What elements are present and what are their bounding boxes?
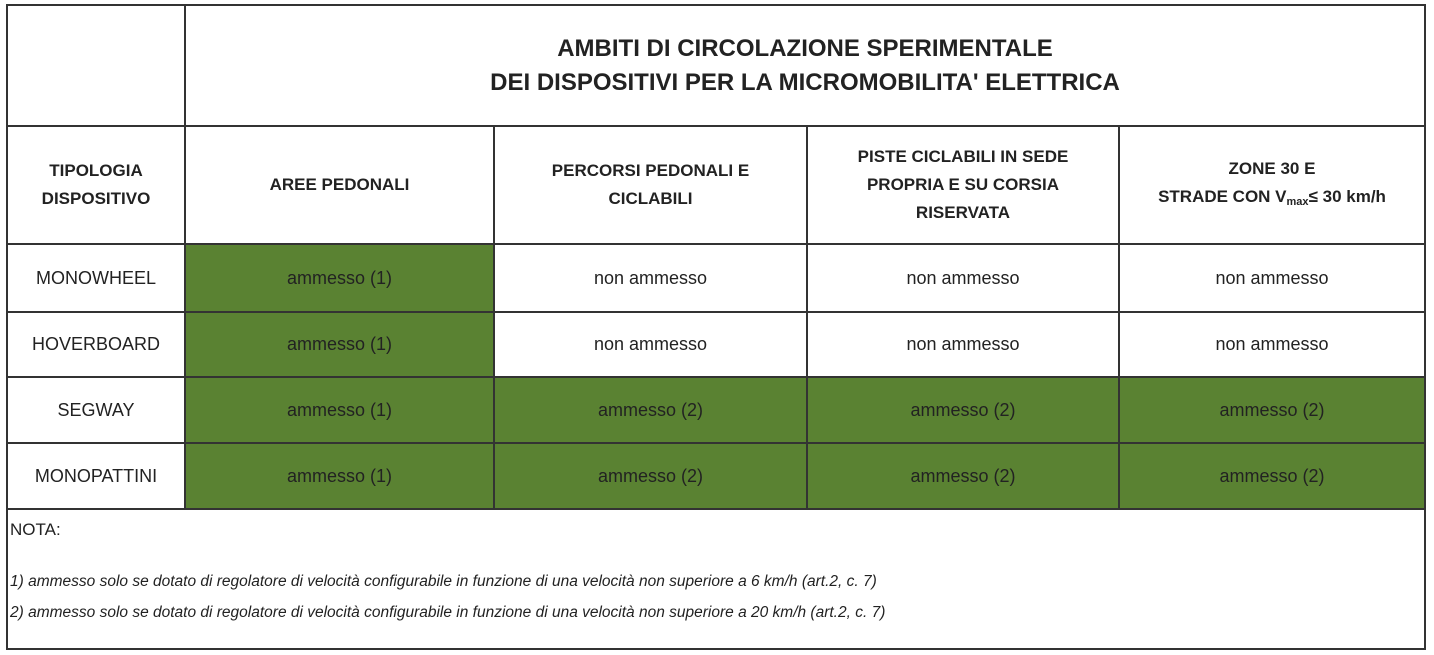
row-label-monowheel: MONOWHEEL (35, 267, 156, 288)
table-cell: ammesso (2) (1219, 399, 1325, 420)
table-cell: ammesso (1) (286, 399, 393, 420)
table-cell: non ammesso (906, 267, 1020, 288)
table-cell: ammesso (2) (1219, 465, 1325, 486)
table-cell: non ammesso (1215, 267, 1329, 288)
table-cell: ammesso (1) (286, 334, 393, 354)
row-label-hoverboard: HOVERBOARD (31, 334, 161, 354)
header-line: PISTE CICLABILI IN SEDE (857, 147, 1069, 166)
header-text: STRADE CON V (1158, 186, 1287, 206)
header-pedestrian-areas (186, 127, 493, 243)
table-cell: non ammesso (906, 334, 1020, 354)
table-title (186, 6, 1424, 125)
note-1: 1) ammesso solo se dotato di regolatore di velocità configurabile in funzione di una velocità non superiore a 6 km/h (art.2, c. 7) (10, 573, 877, 590)
header-line: DISPOSITIVO (41, 189, 151, 208)
title-line-1: AMBITI DI CIRCOLAZIONE SPERIMENTALE (557, 34, 1053, 62)
table-cell: ammesso (2) (910, 465, 1016, 486)
title-line-2: DEI DISPOSITIVI PER LA MICROMOBILITA' ELETTRICA (490, 68, 1120, 96)
note-2: 2) ammesso solo se dotato di regolatore di velocità configurabile in funzione di una velocità non superiore a 20 km/h (art.2, c. 7) (10, 604, 886, 621)
vmax-subscript: max (1286, 195, 1309, 208)
table-cell: non ammesso (593, 334, 708, 354)
row-divider (6, 508, 1426, 510)
header-line: CICLABILI (608, 189, 693, 208)
table-cell: ammesso (2) (597, 465, 704, 486)
header-line: TIPOLOGIA (49, 161, 143, 180)
table-cell: non ammesso (593, 267, 708, 288)
table-cell: non ammesso (1215, 334, 1329, 354)
header-line: RISERVATA (915, 203, 1011, 222)
header-line: AREE PEDONALI (269, 175, 410, 194)
header-line (1158, 183, 1386, 216)
row-label-segway: SEGWAY (57, 399, 135, 420)
notes-title: NOTA: (10, 520, 61, 539)
table-cell: ammesso (1) (286, 267, 393, 288)
header-cycle-lanes (808, 127, 1118, 243)
header-line: ZONE 30 E (1228, 158, 1316, 178)
row-label-monopattini: MONOPATTINI (34, 465, 158, 486)
header-zone-30 (1120, 127, 1424, 243)
header-pedestrian-cycle-paths (495, 127, 806, 243)
header-line: PROPRIA E SU CORSIA (866, 175, 1060, 194)
header-line: PERCORSI PEDONALI E (551, 161, 750, 180)
table-cell: ammesso (2) (597, 399, 704, 420)
header-device-type (8, 127, 184, 243)
table-cell: ammesso (2) (910, 399, 1016, 420)
table-cell: ammesso (1) (286, 465, 393, 486)
header-text: ≤ 30 km/h (1308, 186, 1386, 206)
